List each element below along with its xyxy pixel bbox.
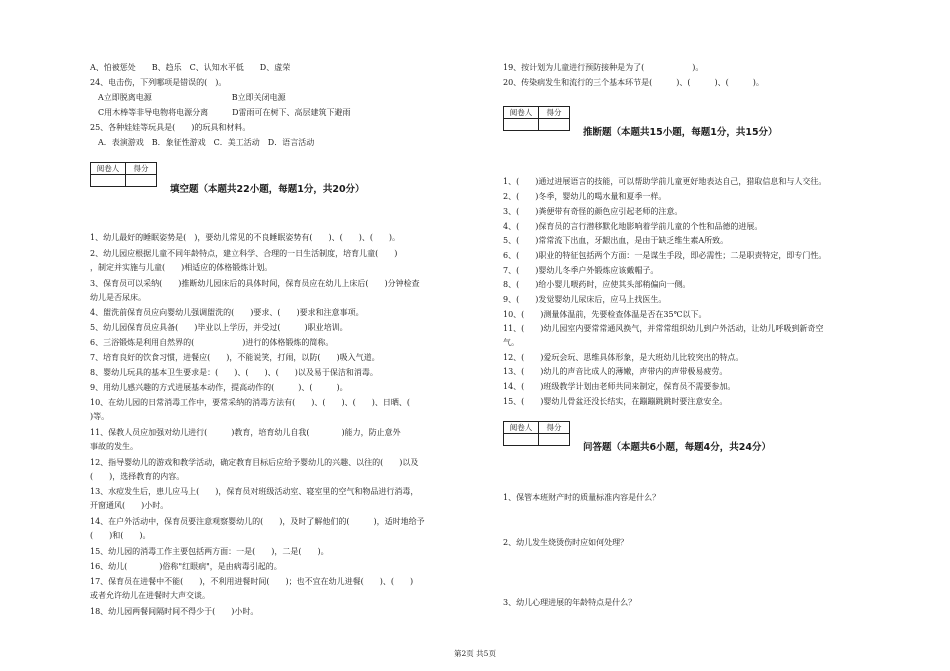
fill-line: 12、指导婴幼儿的游戏和教学活动，确定教育目标后应给予婴幼儿的兴趣、以往的( )以及 — [90, 458, 419, 467]
fill-line: 16、幼儿( )俗称"红眼病"，是由病毒引起的。 — [90, 562, 282, 571]
fill-line: 或者允许幼儿在进餐时大声交谈。 — [90, 591, 210, 600]
mc-line: 24、电击伤，下列哪项是错误的( )。 — [90, 78, 227, 87]
mc-line: A、怕被惩处 B、趋乐 C、认知水平低 D、虚荣 — [90, 63, 291, 72]
score-box — [90, 162, 157, 187]
fill-line: 开窗通风( )小时。 — [90, 501, 169, 510]
judge-line: 11、( )幼儿园室内要常常通风换气，并常常组织幼儿到户外活动，让幼儿呼吸到新奇空 — [503, 324, 824, 333]
mc-line: A．表演游戏 B．象征性游戏 C．美工活动 D．语言活动 — [90, 138, 315, 147]
grader-label: 阅卷人 — [504, 422, 539, 434]
score-box — [503, 106, 570, 131]
judge-line: 4、( )保育员的言行潜移默化地影响着学前儿童的个性和品德的进展。 — [503, 222, 763, 231]
fill-line: 10、在幼儿园的日常消毒工作中，要常采纳的消毒方法有( )、( )、( )、日晒、( — [90, 398, 427, 407]
fill-line: 9、用幼儿感兴趣的方式进展基本动作，提高动作的( )、( )。 — [90, 383, 348, 392]
fill-line: 6、三浴锻炼是利用自然界的( )进行的体格锻炼的简称。 — [90, 338, 334, 347]
judge-line: 8、( )给小婴儿喂药时，应使其头部稍偏向一侧。 — [503, 280, 691, 289]
judge-line: 1、( )通过进展语言的技能，可以帮助学前儿童更好地表达自己，猎取信息和与人交往。 — [503, 177, 827, 186]
score-cell — [539, 119, 570, 131]
score-cell — [126, 175, 157, 187]
judge-line: 2、( )冬季，婴幼儿的喝水量和夏季一样。 — [503, 192, 667, 201]
fill-line: 20、传染病发生和流行的三个基本环节是( )、( )、( )。 — [503, 78, 764, 87]
mc-line: 25、各种娃娃等玩具是( )的玩具和材料。 — [90, 123, 251, 132]
score-box — [503, 421, 570, 446]
qa-line: 1、保管本班财产时的质量标准内容是什么？ — [503, 493, 661, 502]
section-title-judge: 推断题（本题共15小题，每题1分，共15分） — [583, 127, 778, 138]
judge-line: 12、( )爱玩会玩、思维具体形象，是大班幼儿比较突出的特点。 — [503, 353, 744, 362]
mc-line: C用木棒等非导电物将电源分离 D雷雨可在树下、高层建筑下避雨 — [90, 108, 351, 117]
judge-line: 7、( )婴幼儿冬季户外锻炼应该戴帽子。 — [503, 266, 659, 275]
page-footer: 第2页 共5页 — [454, 649, 496, 658]
grader-cell — [91, 175, 126, 187]
fill-line: 17、保育员在进餐中不能( )，不利用进餐时间( )；也不宜在幼儿进餐( )、( ) — [90, 577, 414, 586]
fill-line: )等。 — [90, 412, 110, 421]
grader-label: 阅卷人 — [504, 107, 539, 119]
grader-cell — [504, 434, 539, 446]
fill-line: ( )，选择教育的内容。 — [90, 472, 185, 481]
judge-line: 10、( )测量体温前，先要检查体温是否在35℃以下。 — [503, 310, 707, 319]
fill-line: ( )和( )。 — [90, 531, 151, 540]
fill-line: ，制定并实施与儿童( )相适应的体格锻炼计划。 — [90, 263, 273, 272]
judge-line: 13、( )幼儿的声音比成人的薄嫩，声带内的声带极易疲劳。 — [503, 367, 728, 376]
fill-line: 14、在户外活动中，保育员要注意观察婴幼儿的( )，及时了解他们的( )，适时地给予 — [90, 517, 425, 526]
fill-line: 3、保育员可以采纳( )推断幼儿园床后的具体时间，保育员应在幼儿上床后( )分钟检查 — [90, 279, 420, 288]
fill-line: 5、幼儿园保育员应具备( )毕业以上学历，并受过( )职业培训。 — [90, 323, 348, 332]
grader-cell — [504, 119, 539, 131]
qa-line: 3、幼儿心理进展的年龄特点是什么？ — [503, 598, 637, 607]
fill-line: 4、盥洗前保育员应向婴幼儿强调盥洗的( )要求、( )要求和注意事项。 — [90, 308, 364, 317]
judge-line: 9、( )发觉婴幼儿尿床后，应马上找医生。 — [503, 295, 667, 304]
judge-line: 14、( )班级教学计划由老师共同来制定，保育员不需要参加。 — [503, 382, 736, 391]
fill-line: 19、按计划为儿童进行预防接种是为了( )。 — [503, 63, 704, 72]
fill-line: 幼儿是否尿床。 — [90, 293, 146, 302]
section-title-fill: 填空题（本题共22小题，每题1分，共20分） — [170, 184, 365, 195]
judge-line: 气。 — [503, 338, 519, 347]
fill-line: 18、幼儿园两餐间隔时间不得少于( )小时。 — [90, 607, 259, 616]
fill-line: 15、幼儿园的消毒工作主要包括两方面：一是( )，二是( )。 — [90, 547, 329, 556]
fill-line: 2、幼儿园应根据儿童不同年龄特点，建立科学、合理的一日生活制度，培育儿童( ) — [90, 249, 398, 258]
section-title-qa: 问答题（本题共6小题，每题4分，共24分） — [583, 442, 771, 453]
grader-label: 阅卷人 — [91, 163, 126, 175]
fill-line: 13、水痘发生后，患儿应马上( )，保育员对班级活动室、寝室里的空气和物品进行消毒， — [90, 487, 419, 496]
fill-line: 1、幼儿最好的睡眠姿势是( )，要幼儿常见的不良睡眠姿势有( )、( )、( )。 — [90, 233, 401, 242]
score-label: 得分 — [539, 422, 570, 434]
fill-line: 事故的发生。 — [90, 442, 138, 451]
fill-line: 7、培育良好的饮食习惯，进餐应( )，不能说笑，打闹，以防( )吸入气道。 — [90, 353, 380, 362]
judge-line: 3、( )粪便带有奇怪的颜色应引起老师的注意。 — [503, 207, 683, 216]
mc-line: A立即脱离电源 B立即关闭电源 — [90, 93, 286, 102]
score-label: 得分 — [539, 107, 570, 119]
fill-line: 11、保教人员应加强对幼儿进行( )教育，培育幼儿自我( )能力，防止意外 — [90, 428, 401, 437]
judge-line: 15、( )婴幼儿骨盆还没长结实，在蹦蹦跳跳时要注意安全。 — [503, 397, 728, 406]
judge-line: 5、( )常常流下出血，牙龈出血，是由于缺乏维生素A所致。 — [503, 236, 729, 245]
score-cell — [539, 434, 570, 446]
judge-line: 6、( )职业的特征包括两个方面：一是谋生手段，即必需性；二是职责特定，即专门性。 — [503, 251, 827, 260]
fill-line: 8、婴幼儿玩具的基本卫生要求是：( )、( )、( )以及易于保洁和消毒。 — [90, 368, 378, 377]
qa-line: 2、幼儿发生烧烫伤时应如何处理？ — [503, 538, 629, 547]
score-label: 得分 — [126, 163, 157, 175]
